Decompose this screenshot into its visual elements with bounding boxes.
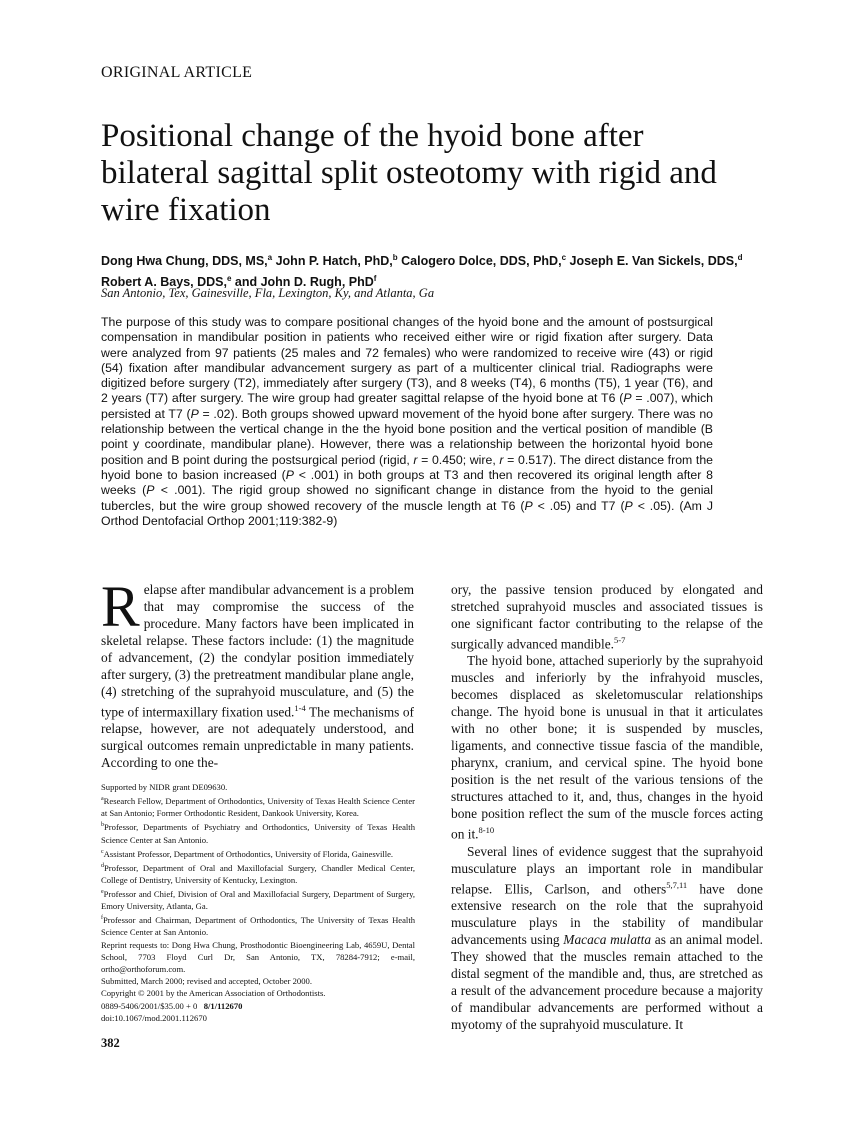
author-affiliation-mark: a [267, 253, 273, 262]
body-paragraph: Relapse after mandibular advancement is a problem that may compromise the success of the procedure. Many factors have been implicated in skeletal relapse. These factors include: (1) the magnitude of advancement, (2) the condylar position immediately after surgery, (3) the pretreatment mandibular plane angle, (4) stretching of the suprahyoid musculature, and (5) the type of intermaxillary fixation used.$^{1-4}$ The mechanisms of relapse, however, are not adequately understood, and surgical outcomes remain unpredictable in many patients. According to one the- [101, 574, 414, 771]
abstract: The purpose of this study was to compare positional changes of the hyoid bone and the amount of postsurgical compensation in mandibular position in patients who received either wire or rigid fixation after surgery. Data were analyzed from 97 patients (25 males and 72 females) who were randomized to receive wire (43) or rigid (54) fixation after mandibular advancement surgery as part of a multicenter clinical trial. Radiographs were digitized before surgery (T2), immediately after surgery (T3), and 8 weeks (T4), 6 months (T5), 1 year (T6), and 2 years (T7) after surgery. The wire group had greater sagittal relapse of the hyoid bone at T6 (P = .007), which persisted at T7 (P = .02). Both groups showed upward movement of the hyoid bone after surgery. There was no relationship between the vertical change in the the hyoid bone position and the vertical position of mandible (B point y coordinate, mandibular plane). However, there was a relationship between the horizontal hyoid bone position and B point during the postsurgical period (rigid, r = 0.450; wire, r = 0.517). The direct distance from the hyoid bone to basion increased (P < .001) in both groups at T3 and then recovered its original length after 8 weeks (P < .001). The rigid group showed no significant change in distance from the hyoid to the genial tubercles, but the wire group showed recovery of the muscle length at T6 (P < .05) and T7 (P < .05). (Am J Orthod Dentofacial Orthop 2001;119:382-9) [101, 315, 714, 528]
author-name: John P. Hatch, PhD, [272, 254, 393, 269]
section-label: ORIGINAL ARTICLE [101, 64, 253, 81]
footnote-issn: 0889-5406/2001/$35.00 + 0 8/1/112670 [101, 1000, 243, 1011]
citation-ref: 8-10 [478, 825, 495, 836]
author-name: Dong Hwa Chung, DDS, MS, [101, 254, 268, 269]
footnote-support: Supported by NIDR grant DE09630. [101, 782, 228, 792]
footnote-affiliation: $^f$Professor and Chairman, Department of Orthodontics, The University of Texas Health Science Center at San Antonio. [101, 915, 415, 938]
body-paragraph: Several lines of evidence suggest that the suprahyoid musculature plays an important role in mandibular relapse. Ellis, Carlson, and others$^{5,7,11}$ have done extensive research on the role that the suprahyoid musculature plays in the stability of mandibular advancements using Macaca mulatta as an animal model. They showed that the muscles remain attached to the distal segment of the mandible and, thus, are stretched as a result of the advancement procedure because a majority of mandibular advancements are performed without a myotomy of the suprahyoid musculature. It [451, 843, 763, 1033]
footnote-copyright: Copyright © 2001 by the American Association of Orthodontists. [101, 988, 326, 999]
author-name: Calogero Dolce, DDS, PhD, [397, 254, 562, 269]
footnote-affiliation: $^a$Research Fellow, Department of Orthodontics, University of Texas Health Science Center at San Antonio; Former Orthodontic Resident, Dankook University, Korea. [101, 796, 415, 819]
author-affiliation-mark: f [373, 274, 377, 284]
footnote-affiliation: $^d$Professor, Department of Oral and Maxillofacial Surgery, Chandler Medical Center, College of Dentistry, University of Kentucky, Lexington. [101, 862, 415, 885]
author-affiliation-mark: c [561, 253, 567, 262]
author-list [101, 249, 781, 291]
author-locations: San Antonio, Tex, Gainesville, Fla, Lexington, Ky, and Atlanta, Ga [101, 286, 435, 300]
footnote-reprint: Reprint requests to: Dong Hwa Chung, Prosthodontic Bioengineering Lab, 4659U, Dental School, 7703 Floyd Curl Dr, San Antonio, TX, 78284-7912; e-mail, ortho@orthoforum.com. [101, 939, 415, 974]
drop-cap: R [101, 574, 140, 639]
body-paragraph: The hyoid bone, attached superiorly by the suprahyoid muscles and inferiorly by the infrahyoid muscles, becomes displaced as skeletomuscular relationships change. The hyoid bone is unusual in that it articulates with no other bone; it is suspended by muscles, ligaments, and connective tissue fascia of the mandible, pharynx, cranium, and cervical spine. The hyoid bone position is the net result of the various tensions of the structures attached to it, and, thus, changes in the hyoid bone position reflect the sum of the muscle forces acting on it.$^{8-10}$ [451, 653, 763, 842]
author-name: Joseph E. Van Sickels, DDS, [566, 254, 738, 269]
citation-ref: 1-4 [294, 703, 306, 713]
footnote-affiliation: $^e$Professor and Chief, Division of Oral and Maxillofacial Surgery, Department of Surgery, Emory University, Atlanta, Ga. [101, 888, 415, 912]
footnote-submitted: Submitted, March 2000; revised and accepted, October 2000. [101, 976, 312, 987]
body-column-right [451, 581, 763, 1033]
citation-ref: 5,7,11 [666, 879, 688, 890]
author-affiliation-mark: d [737, 253, 743, 262]
body-paragraph: ory, the passive tension produced by elongated and stretched suprahyoid muscles and associated tissues is one significant factor contributing to the relapse of the surgically advanced mandible.$^{5-7}$ [451, 582, 763, 652]
footnote-affiliation: $^b$Professor, Departments of Psychiatry and Orthodontics, University of Texas Health Science Center at San Antonio. [101, 822, 415, 845]
footnote-doi: doi:10.1067/mod.2001.112670 [101, 1012, 207, 1023]
page-number: 382 [101, 1036, 120, 1050]
author-name: and John D. Rugh, PhD [231, 275, 374, 290]
article-title: Positional change of the hyoid bone after bilateral sagittal split osteotomy with rigid and wire fixation [101, 118, 717, 228]
author-name: Robert A. Bays, DDS, [101, 275, 227, 290]
footnote-affiliation: $^c$Assistant Professor, Department of Orthodontics, University of Florida, Gainesville. [101, 848, 394, 859]
author-affiliation-mark: e [226, 274, 232, 284]
author-affiliation-mark: b [392, 253, 398, 262]
body-column-left [101, 574, 414, 771]
citation-ref: 5-7 [614, 635, 626, 645]
footnotes [101, 781, 415, 1024]
species-name: Macaca mulatta [563, 932, 652, 948]
